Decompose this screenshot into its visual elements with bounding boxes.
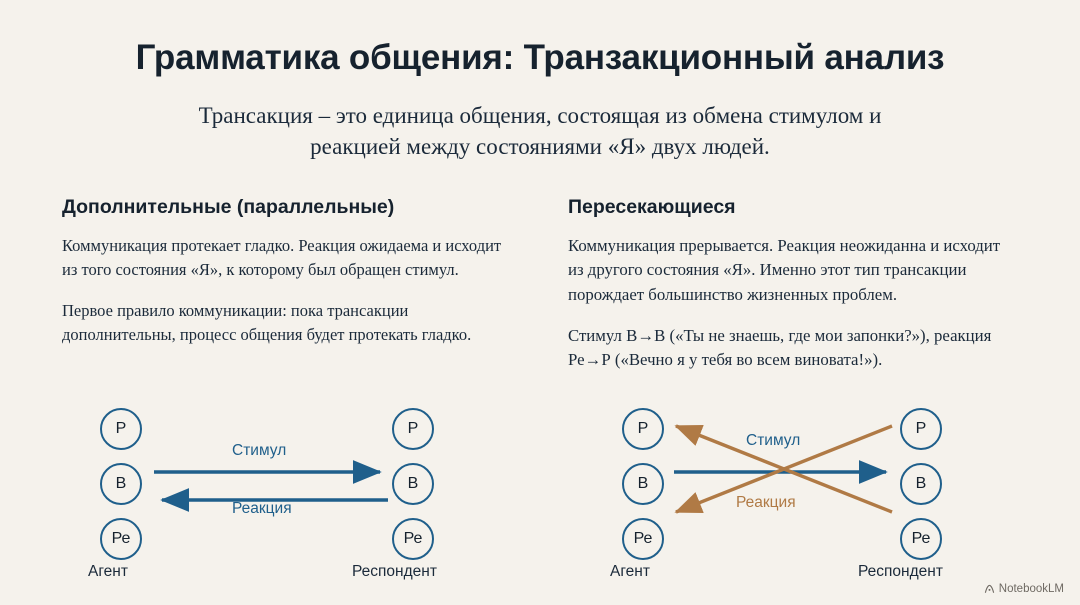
column-heading-crossed: Пересекающиеся	[568, 196, 736, 219]
diagram-complementary	[62, 400, 514, 600]
node-child-respondent: Ре	[392, 518, 434, 560]
node-parent-respondent: Р	[392, 408, 434, 450]
column-paragraph: Стимул В→В («Ты не знаешь, где мои запонки?»), реакция Ре→Р («Вечно я у тебя во всем виновата!»).	[568, 326, 992, 370]
brand-label: NotebookLM	[998, 583, 1064, 595]
respondent-caption-crossed: Респондент	[858, 563, 943, 580]
node-adult-respondent: В	[392, 463, 434, 505]
respondent-node-column-complementary	[392, 408, 436, 560]
node-adult-respondent: В	[900, 463, 942, 505]
agent-node-column-complementary	[100, 408, 144, 560]
agent-node-column-crossed	[622, 408, 666, 560]
reaction-label-complementary: Реакция	[232, 500, 292, 517]
node-child-agent: Ре	[622, 518, 664, 560]
content-columns	[0, 196, 1080, 390]
respondent-caption-complementary: Респондент	[352, 563, 437, 580]
column-paragraph: Коммуникация протекает гладко. Реакция ожидаема и исходит из того состояния «Я», к которому был обращен стимул.	[62, 236, 502, 280]
node-adult-agent: В	[100, 463, 142, 505]
column-heading-complementary: Дополнительные (параллельные)	[62, 196, 395, 219]
respondent-node-column-crossed	[900, 408, 944, 560]
reaction-label-crossed: Реакция	[736, 494, 796, 511]
node-parent-agent: Р	[622, 408, 664, 450]
agent-caption-complementary: Агент	[88, 563, 128, 580]
node-child-agent: Ре	[100, 518, 142, 560]
diagrams-area	[0, 400, 1080, 605]
stimulus-label-complementary: Стимул	[232, 442, 287, 459]
node-adult-agent: В	[622, 463, 664, 505]
node-parent-respondent: Р	[900, 408, 942, 450]
stimulus-label-crossed: Стимул	[746, 432, 801, 449]
diagram-crossed	[570, 400, 1022, 600]
slide-subtitle: Трансакция – это единица общения, состоящая из обмена стимулом и реакцией между состояниями «Я» двух людей.	[198, 103, 882, 160]
column-crossed	[568, 196, 1018, 390]
column-paragraph: Коммуникация прерывается. Реакция неожиданна и исходит из другого состояния «Я». Именно этот тип трансакции порождает большинство жизненных проблем.	[568, 236, 1001, 304]
page-title: Грамматика общения: Транзакционный анализ	[135, 38, 945, 77]
node-parent-agent: Р	[100, 408, 142, 450]
column-paragraph: Первое правило коммуникации: пока трансакции дополнительны, процесс общения будет протекать гладко.	[62, 300, 472, 344]
column-complementary	[62, 196, 512, 390]
node-child-respondent: Ре	[900, 518, 942, 560]
agent-caption-crossed: Агент	[610, 563, 650, 580]
